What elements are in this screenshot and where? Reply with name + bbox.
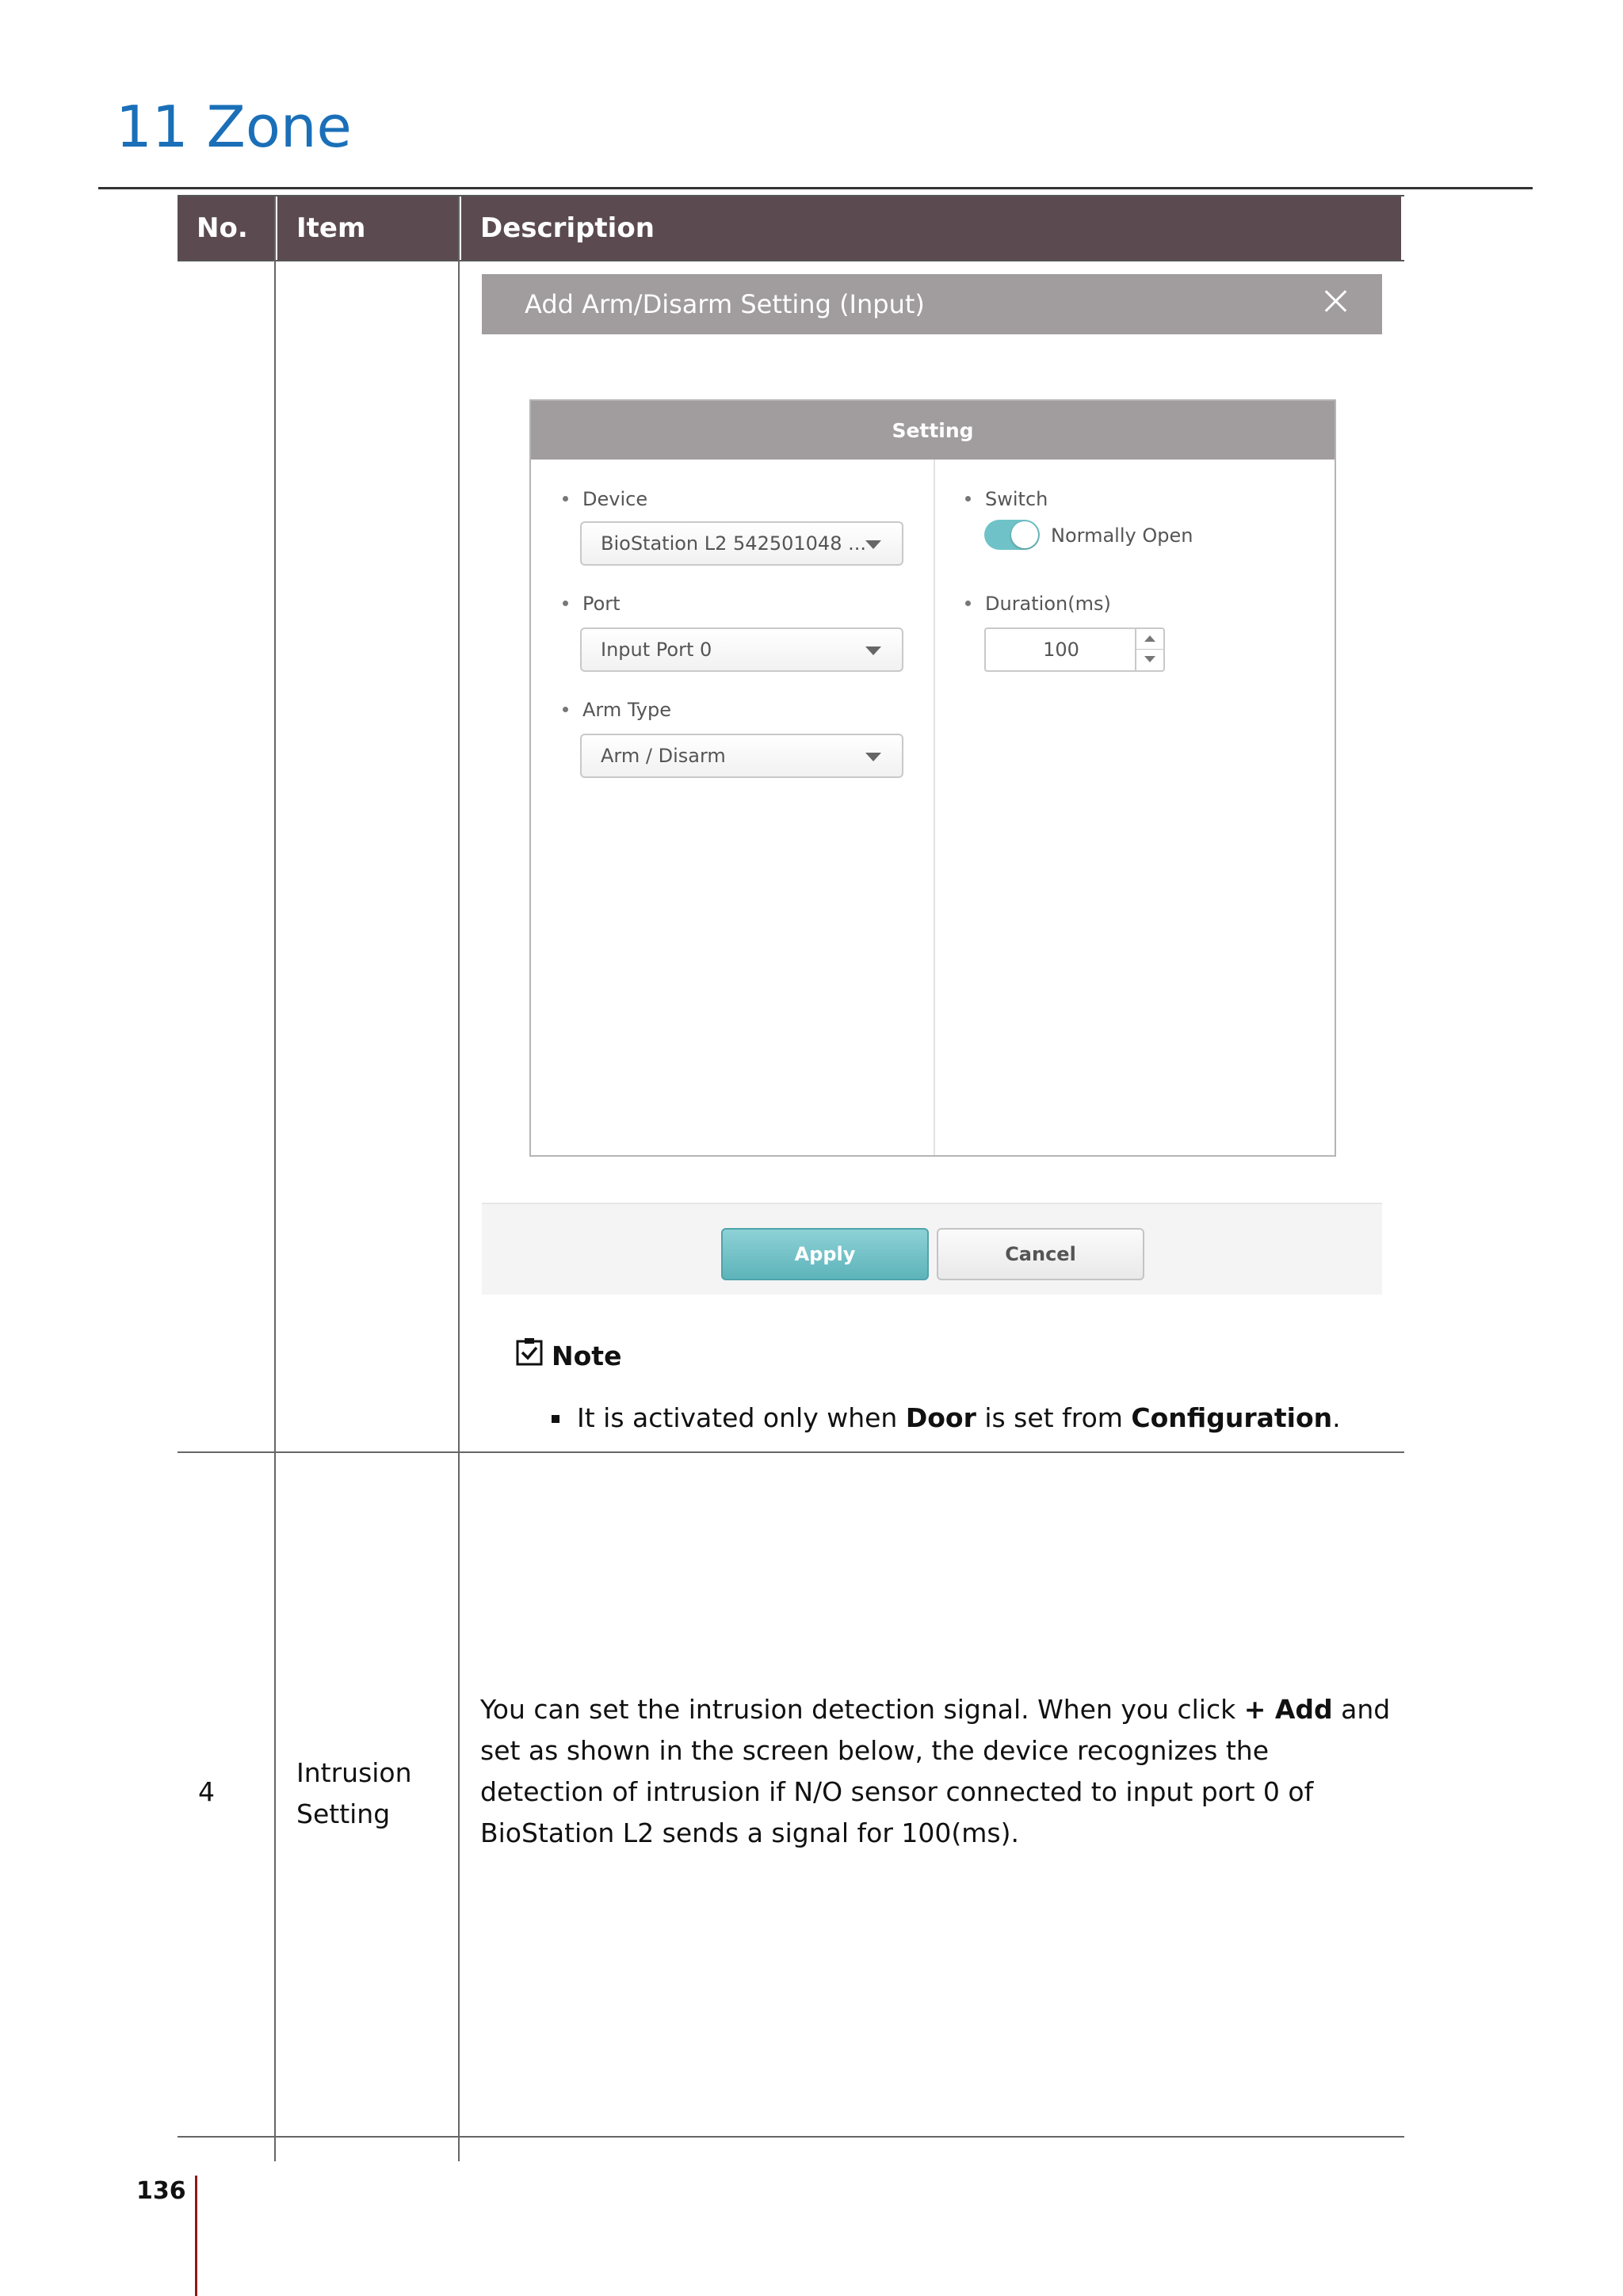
bullet-icon	[965, 601, 971, 606]
note-text: It is activated only when Door is set from Configuration.	[577, 1402, 1341, 1433]
table-top-rule	[178, 195, 1404, 196]
clipboard-check-icon	[515, 1337, 544, 1366]
device-select[interactable]: BioStation L2 542501048 ...	[580, 521, 903, 566]
switch-label: Switch	[965, 488, 1048, 510]
caret-down-icon	[865, 540, 881, 549]
duration-stepper[interactable]	[984, 627, 1165, 672]
note-title: Note	[552, 1341, 622, 1371]
setting-panel	[529, 399, 1336, 1157]
caret-down-icon	[865, 753, 881, 761]
header-description: Description	[461, 196, 1401, 260]
caret-down-icon	[865, 646, 881, 655]
close-icon[interactable]	[1322, 287, 1350, 315]
table-header-rule	[178, 260, 1404, 261]
row-description: You can set the intrusion detection signal. When you click + Add and set as shown in the screen below, the device recognizes the detection of intrusion if N/O sensor connected to input port 0 of BioStation L2 sends a signal for 100(ms).	[480, 1694, 1391, 1848]
duration-label: Duration(ms)	[965, 593, 1111, 615]
duration-value[interactable]: 100	[1043, 639, 1079, 661]
setting-section-title: Setting	[531, 401, 1335, 460]
port-select[interactable]: Input Port 0	[580, 627, 903, 672]
title-rule	[98, 187, 1533, 189]
page-number: 136	[136, 2177, 186, 2205]
bullet-icon	[563, 707, 568, 712]
stepper-buttons	[1135, 629, 1163, 670]
switch-value: Normally Open	[1051, 524, 1193, 547]
row-number: 4	[198, 1776, 215, 1807]
page-rule	[195, 2176, 197, 2296]
bullet-icon	[563, 601, 568, 606]
header-no: No.	[178, 196, 274, 260]
device-label: Device	[563, 488, 647, 510]
setting-divider	[934, 460, 935, 1155]
table-bottom-rule	[178, 2136, 1404, 2138]
bullet-icon	[563, 496, 568, 502]
dialog-titlebar	[482, 274, 1382, 334]
step-down-icon[interactable]	[1136, 650, 1163, 670]
dialog-footer	[482, 1203, 1382, 1295]
column-divider	[458, 196, 460, 2161]
arm-type-label: Arm Type	[563, 699, 671, 721]
arm-type-select[interactable]: Arm / Disarm	[580, 734, 903, 778]
step-up-icon[interactable]	[1136, 629, 1163, 650]
square-bullet-icon	[552, 1415, 559, 1423]
toggle-knob	[1011, 521, 1038, 548]
header-item: Item	[277, 196, 458, 260]
bullet-icon	[965, 496, 971, 502]
chapter-title: 11 Zone	[116, 93, 352, 160]
column-divider	[274, 196, 276, 2161]
dialog-title: Add Arm/Disarm Setting (Input)	[525, 289, 925, 319]
row-item: Intrusion Setting	[296, 1757, 412, 1829]
row-divider	[178, 1451, 1404, 1453]
apply-button[interactable]: Apply	[721, 1228, 929, 1280]
port-label: Port	[563, 593, 621, 615]
cancel-button[interactable]: Cancel	[937, 1228, 1144, 1280]
switch-toggle[interactable]	[984, 520, 1040, 550]
